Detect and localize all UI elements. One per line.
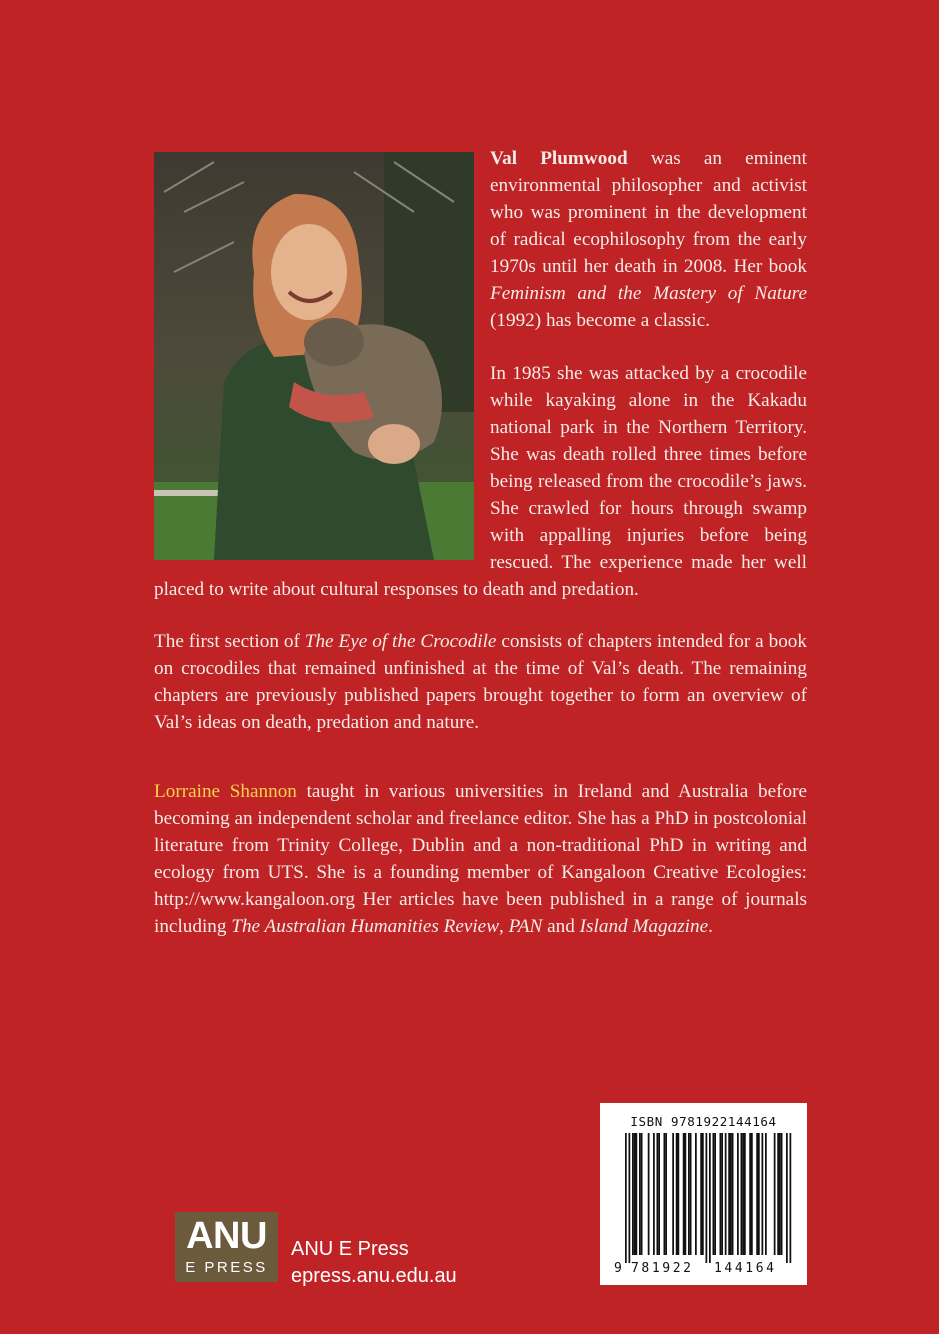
- barcode-bar: [732, 1133, 734, 1255]
- barcode-bar: [737, 1133, 739, 1255]
- barcode-graphic: [611, 1133, 796, 1275]
- plumwood-bio-end: (1992) has become a classic.: [490, 310, 711, 331]
- barcode-bar: [639, 1133, 641, 1255]
- barcode-bar: [676, 1133, 678, 1255]
- barcode-digits-right: 144164: [714, 1261, 777, 1275]
- barcode-bar: [678, 1133, 680, 1255]
- barcode-bar: [713, 1133, 715, 1255]
- barcode-bar: [700, 1133, 702, 1255]
- barcode-bar: [657, 1133, 659, 1255]
- barcode-bar: [695, 1133, 697, 1255]
- barcode-bar: [648, 1133, 650, 1255]
- barcode-bar: [774, 1133, 776, 1255]
- barcode-bars: [625, 1133, 791, 1263]
- barcode-bar: [779, 1133, 781, 1255]
- journal-australian-humanities-review: The Australian Humanities Review: [231, 916, 499, 937]
- shannon-bio: Lorraine Shannon taught in various universities in Ireland and Australia before becoming an independent scholar and freelance editor. She has a PhD in postcolonial literature from Trinity College, Dublin and a non-traditional PhD in writing and ecology from UTS. She is a founding member of Kangaloon Creative Ecologies: http://www.kangaloon.org Her articles have been published in a range of journals including The Australian Humanities Review, PAN and Island Magazine.: [154, 781, 807, 937]
- barcode-bar: [665, 1133, 667, 1255]
- barcode-bar: [744, 1133, 746, 1255]
- shannon-bio-text: taught in various universities in Ireland and Australia before becoming an independent scholar and freelance editor. She has a PhD in postcolonial literature from Trinity College, Dublin and a non-traditional PhD in writing and ecology from UTS. She is a founding member of Kangaloon Creative Ecologies: http://www.kangaloon.org Her articles have been published in a range of journals including: [154, 781, 807, 937]
- barcode-bar: [777, 1133, 779, 1255]
- isbn-barcode: [600, 1103, 807, 1285]
- barcode-bar: [683, 1133, 685, 1255]
- barcode-bar: [725, 1133, 727, 1255]
- barcode-bar: [730, 1133, 732, 1255]
- logo-sub-text: E PRESS: [185, 1259, 268, 1276]
- anu-e-press-logo: [175, 1212, 278, 1282]
- barcode-bar: [749, 1133, 751, 1255]
- barcode-bar: [636, 1133, 638, 1255]
- book-description-intro: The first section of: [154, 631, 305, 652]
- barcode-bar: [720, 1133, 722, 1255]
- barcode-bar: [709, 1133, 711, 1263]
- shannon-name: Lorraine Shannon: [154, 781, 297, 802]
- barcode-bar: [706, 1133, 708, 1263]
- barcode-bar: [641, 1133, 643, 1255]
- barcode-bar: [781, 1133, 783, 1255]
- plumwood-name: Val Plumwood: [490, 148, 628, 169]
- publisher-url[interactable]: epress.anu.edu.au: [291, 1265, 457, 1287]
- barcode-bar: [664, 1133, 666, 1255]
- barcode-bar: [786, 1133, 788, 1263]
- logo-main-text: ANU: [186, 1215, 267, 1257]
- barcode-bar: [790, 1133, 792, 1263]
- barcode-bar: [756, 1133, 758, 1255]
- barcode-bar: [741, 1133, 743, 1255]
- barcode-digits-left: 781922: [631, 1261, 694, 1275]
- book-description-text: consists of chapters intended for a book on crocodiles that remained unfinished at the time of Val’s death. The remaining chapters are previously published papers brought together to form an overview of Val’s ideas on death, predation and nature.: [154, 631, 807, 733]
- book-title: The Eye of the Crocodile: [304, 631, 497, 652]
- barcode-bar: [688, 1133, 690, 1255]
- barcode-bar: [634, 1133, 636, 1255]
- plumwood-book-title: Feminism and the Mastery of Nature: [490, 283, 807, 304]
- barcode-bar: [728, 1133, 730, 1255]
- barcode-bar: [632, 1133, 634, 1255]
- plumwood-bio: [490, 145, 807, 334]
- barcode-bar: [742, 1133, 744, 1255]
- barcode-digit-first: 9: [614, 1261, 622, 1275]
- crocodile-story-block: [154, 360, 807, 603]
- barcode-bar: [653, 1133, 655, 1255]
- barcode-bar: [672, 1133, 674, 1255]
- barcode-bar: [721, 1133, 723, 1255]
- journal-pan: PAN: [508, 916, 543, 937]
- barcode-bar: [751, 1133, 753, 1255]
- barcode-bar: [762, 1133, 764, 1255]
- isbn-label: ISBN 9781922144164: [630, 1114, 777, 1129]
- barcode-bar: [629, 1133, 631, 1263]
- barcode-bar: [702, 1133, 704, 1255]
- barcode-bar: [758, 1133, 760, 1255]
- barcode-bar: [685, 1133, 687, 1255]
- barcode-bar: [714, 1133, 716, 1255]
- barcode-bar: [658, 1133, 660, 1255]
- crocodile-story: In 1985 she was attacked by a crocodile while kayaking alone in the Kakadu national park in the Northern Territory. She was death rolled three times before being released from the crocodile’s jaws. She crawled for hours through swamp with appalling injuries before being rescued. The experience made her well placed to write about cultural responses to death and predation.: [154, 363, 807, 600]
- book-description: [154, 628, 807, 736]
- publisher-name: ANU E Press: [291, 1238, 409, 1260]
- plumwood-bio-text: was an eminent environmental philosopher and activist who was prominent in the development of radical ecophilosophy from the early 1970s until her death in 2008. Her book: [490, 148, 807, 277]
- barcode-bar: [765, 1133, 767, 1255]
- barcode-bar: [625, 1133, 627, 1263]
- barcode-bar: [690, 1133, 692, 1255]
- journal-island-magazine: Island Magazine: [579, 916, 709, 937]
